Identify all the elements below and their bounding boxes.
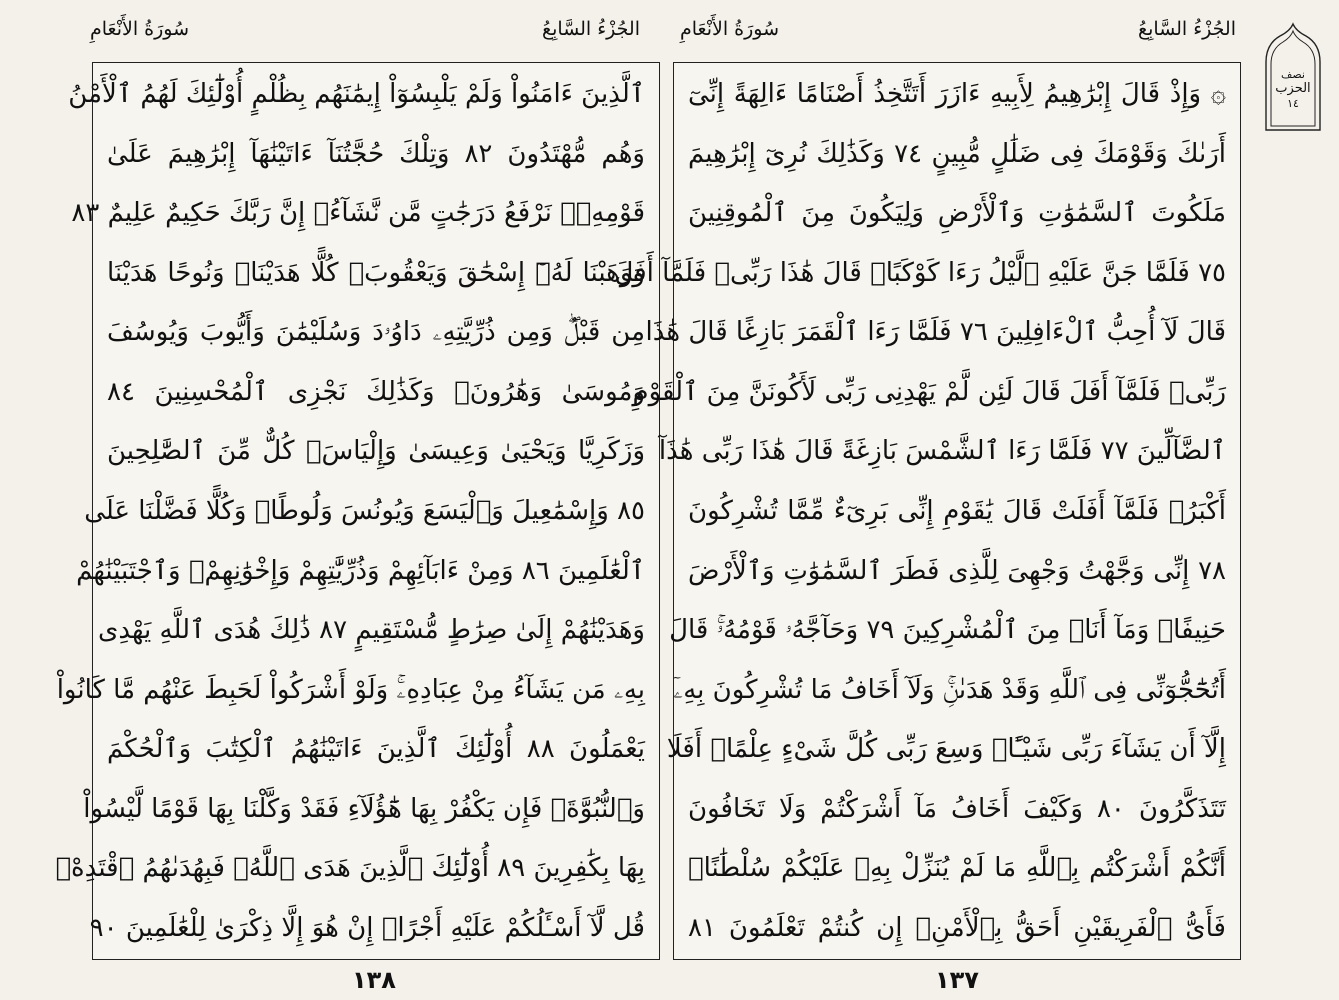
verse-line: بِهِۦ مَن يَشَآءُ مِنْ عِبَادِهِۦۚ وَلَوْ أَشْرَكُواْ لَحَبِطَ عَنْهُم مَّا كَانُواْ bbox=[56, 674, 645, 705]
verse-line: وَهُم مُّهْتَدُونَ ٨٢ وَتِلْكَ حُجَّتُنَآ ءَاتَيْنَٰهَآ إِبْرَٰهِيمَ عَلَىٰ bbox=[107, 138, 645, 169]
right-page-number: ١٣٧ bbox=[935, 966, 979, 994]
verse-line: تَتَذَكَّرُونَ ٨٠ وَكَيْفَ أَخَافُ مَآ أَشْرَكْتُمْ وَلَا تَخَافُونَ bbox=[688, 793, 1226, 824]
verse-line: أَكْبَرُۖ فَلَمَّآ أَفَلَتْ قَالَ يَٰقَوْمِ إِنِّى بَرِىٓءٌ مِّمَّا تُشْرِكُونَ bbox=[688, 495, 1226, 526]
verse-line: وَٱلنُّبُوَّةَۚ فَإِن يَكْفُرْ بِهَا هَٰٓؤُلَآءِ فَقَدْ وَكَّلْنَا بِهَا قَوْمًا لَّيْسُواْ bbox=[83, 793, 645, 824]
hizb-number: ١٤ bbox=[1287, 97, 1299, 110]
verse-line: وَهَدَيْنَٰهُمْ إِلَىٰ صِرَٰطٍ مُّسْتَقِيمٍ ٨٧ ذَٰلِكَ هُدَى ٱللَّهِ يَهْدِى bbox=[98, 615, 645, 646]
verse-line: أَنَّكُمْ أَشْرَكْتُم بِٱللَّهِ مَا لَمْ يُنَزِّلْ بِهِۦ عَلَيْكُمْ سُلْطَٰنًاۚ bbox=[688, 853, 1226, 884]
verse-line: قَالَ لَآ أُحِبُّ ٱلْءَافِلِينَ ٧٦ فَلَمَّا رَءَا ٱلْقَمَرَ بَازِغًا قَالَ هَٰذَا bbox=[645, 317, 1226, 348]
verse-line: بِهَا بِكَٰفِرِينَ ٨٩ أُوْلَٰٓئِكَ ٱلَّذِينَ هَدَى ٱللَّهُۖ فَبِهُدَىٰهُمُ ٱقْتَدِهْۗ bbox=[55, 853, 645, 884]
verse-line: ۞ وَإِذْ قَالَ إِبْرَٰهِيمُ لِأَبِيهِ ءَازَرَ أَتَتَّخِذُ أَصْنَامًا ءَالِهَةً إِنِّىٓ bbox=[688, 79, 1226, 109]
left-page-number: ١٣٨ bbox=[352, 966, 396, 994]
verse-line: مِن قَبْلُۖ وَمِن ذُرِّيَّتِهِۦ دَاوُۥدَ وَسُلَيْمَٰنَ وَأَيُّوبَ وَيُوسُفَ bbox=[107, 317, 645, 348]
verse-line: ٱلضَّآلِّينَ ٧٧ فَلَمَّا رَءَا ٱلشَّمْسَ بَازِغَةً قَالَ هَٰذَا رَبِّى هَٰذَآ bbox=[658, 436, 1226, 467]
verse-line: أَتُحَٰٓجُّوٓنِّى فِى ٱللَّهِ وَقَدْ هَدَىٰنِۚ وَلَآ أَخَافُ مَا تُشْرِكُونَ بِهِۦٓ bbox=[673, 674, 1226, 705]
right-surah-header: سُورَةُ الأَنْعَامِ bbox=[680, 18, 780, 40]
verse-line: وَوَهَبْنَا لَهُۥٓ إِسْحَٰقَ وَيَعْقُوبَۚ كُلًّا هَدَيْنَاۚ وَنُوحًا هَدَيْنَا bbox=[107, 257, 645, 288]
verse-line: مَلَكُوتَ ٱلسَّمَٰوَٰتِ وَٱلْأَرْضِ وَلِيَكُونَ مِنَ ٱلْمُوقِنِينَ bbox=[688, 198, 1226, 229]
verse-line: وَزَكَرِيَّا وَيَحْيَىٰ وَعِيسَىٰ وَإِلْيَاسَۖ كُلٌّ مِّنَ ٱلصَّٰلِحِينَ bbox=[107, 436, 645, 467]
verse-line: أَرَىٰكَ وَقَوْمَكَ فِى ضَلَٰلٍ مُّبِينٍ ٧٤ وَكَذَٰلِكَ نُرِىٓ إِبْرَٰهِيمَ bbox=[688, 138, 1227, 169]
verse-line: قَوْمِهِۦۚ نَرْفَعُ دَرَجَٰتٍ مَّن نَّشَآءُۗ إِنَّ رَبَّكَ حَكِيمٌ عَلِيمٌ ٨٣ bbox=[71, 198, 645, 229]
verse-line: فَأَىُّ ٱلْفَرِيقَيْنِ أَحَقُّ بِٱلْأَمْنِۖ إِن كُنتُمْ تَعْلَمُونَ ٨١ bbox=[688, 912, 1226, 943]
left-page-text bbox=[55, 71, 645, 951]
right-juz-header: الجُزْءُ السَّابِعُ bbox=[1138, 18, 1236, 40]
hizb-label-half: نصف bbox=[1281, 68, 1305, 81]
verse-line: ٧٨ إِنِّى وَجَّهْتُ وَجْهِىَ لِلَّذِى فَطَرَ ٱلسَّمَٰوَٰتِ وَٱلْأَرْضَ bbox=[688, 555, 1226, 586]
verse-line: وَمُوسَىٰ وَهَٰرُونَۚ وَكَذَٰلِكَ نَجْزِى ٱلْمُحْسِنِينَ ٨٤ bbox=[107, 376, 645, 407]
verse-line: ٧٥ فَلَمَّا جَنَّ عَلَيْهِ ٱلَّيْلُ رَءَا كَوْكَبًاۖ قَالَ هَٰذَا رَبِّىۖ فَلَمَّآ أَفَلَ bbox=[614, 257, 1226, 288]
hizb-label: الحزب bbox=[1275, 81, 1311, 96]
left-juz-header: الجُزْءُ السَّابِعُ bbox=[542, 18, 640, 40]
verse-line: إِلَّآ أَن يَشَآءَ رَبِّى شَيْـًٔاۗ وَسِعَ رَبِّى كُلَّ شَىْءٍ عِلْمًاۗ أَفَلَا bbox=[666, 734, 1226, 765]
verse-line: حَنِيفًاۖ وَمَآ أَنَا۠ مِنَ ٱلْمُشْرِكِينَ ٧٩ وَحَآجَّهُۥ قَوْمُهُۥۚ قَالَ bbox=[669, 615, 1226, 646]
left-surah-header: سُورَةُ الأَنْعَامِ bbox=[90, 18, 190, 40]
verse-line: ٱلَّذِينَ ءَامَنُواْ وَلَمْ يَلْبِسُوٓاْ إِيمَٰنَهُم بِظُلْمٍ أُوْلَٰٓئِكَ لَهُمُ ٱلْأَمْنُ bbox=[68, 79, 645, 109]
right-page-text bbox=[614, 71, 1227, 951]
verse-line: ٨٥ وَإِسْمَٰعِيلَ وَٱلْيَسَعَ وَيُونُسَ وَلُوطًاۚ وَكُلًّا فَضَّلْنَا عَلَى bbox=[84, 495, 645, 526]
verse-line: رَبِّىۖ فَلَمَّآ أَفَلَ قَالَ لَئِن لَّمْ يَهْدِنِى رَبِّى لَأَكُونَنَّ مِنَ ٱلْقَوْمِ bbox=[632, 376, 1226, 407]
right-page-frame bbox=[614, 62, 1241, 960]
verse-line: ٱلْعَٰلَمِينَ ٨٦ وَمِنْ ءَابَآئِهِمْ وَذُرِّيَّٰتِهِمْ وَإِخْوَٰنِهِمْۖ وَٱجْتَبَيْنَٰهُمْ bbox=[76, 555, 645, 586]
verse-line: قُل لَّآ أَسْـَٔلُكُمْ عَلَيْهِ أَجْرًاۖ إِنْ هُوَ إِلَّا ذِكْرَىٰ لِلْعَٰلَمِينَ ٩٠ bbox=[89, 912, 645, 943]
verse-line: يَعْمَلُونَ ٨٨ أُوْلَٰٓئِكَ ٱلَّذِينَ ءَاتَيْنَٰهُمُ ٱلْكِتَٰبَ وَٱلْحُكْمَ bbox=[107, 734, 645, 765]
left-page-frame bbox=[55, 62, 660, 960]
